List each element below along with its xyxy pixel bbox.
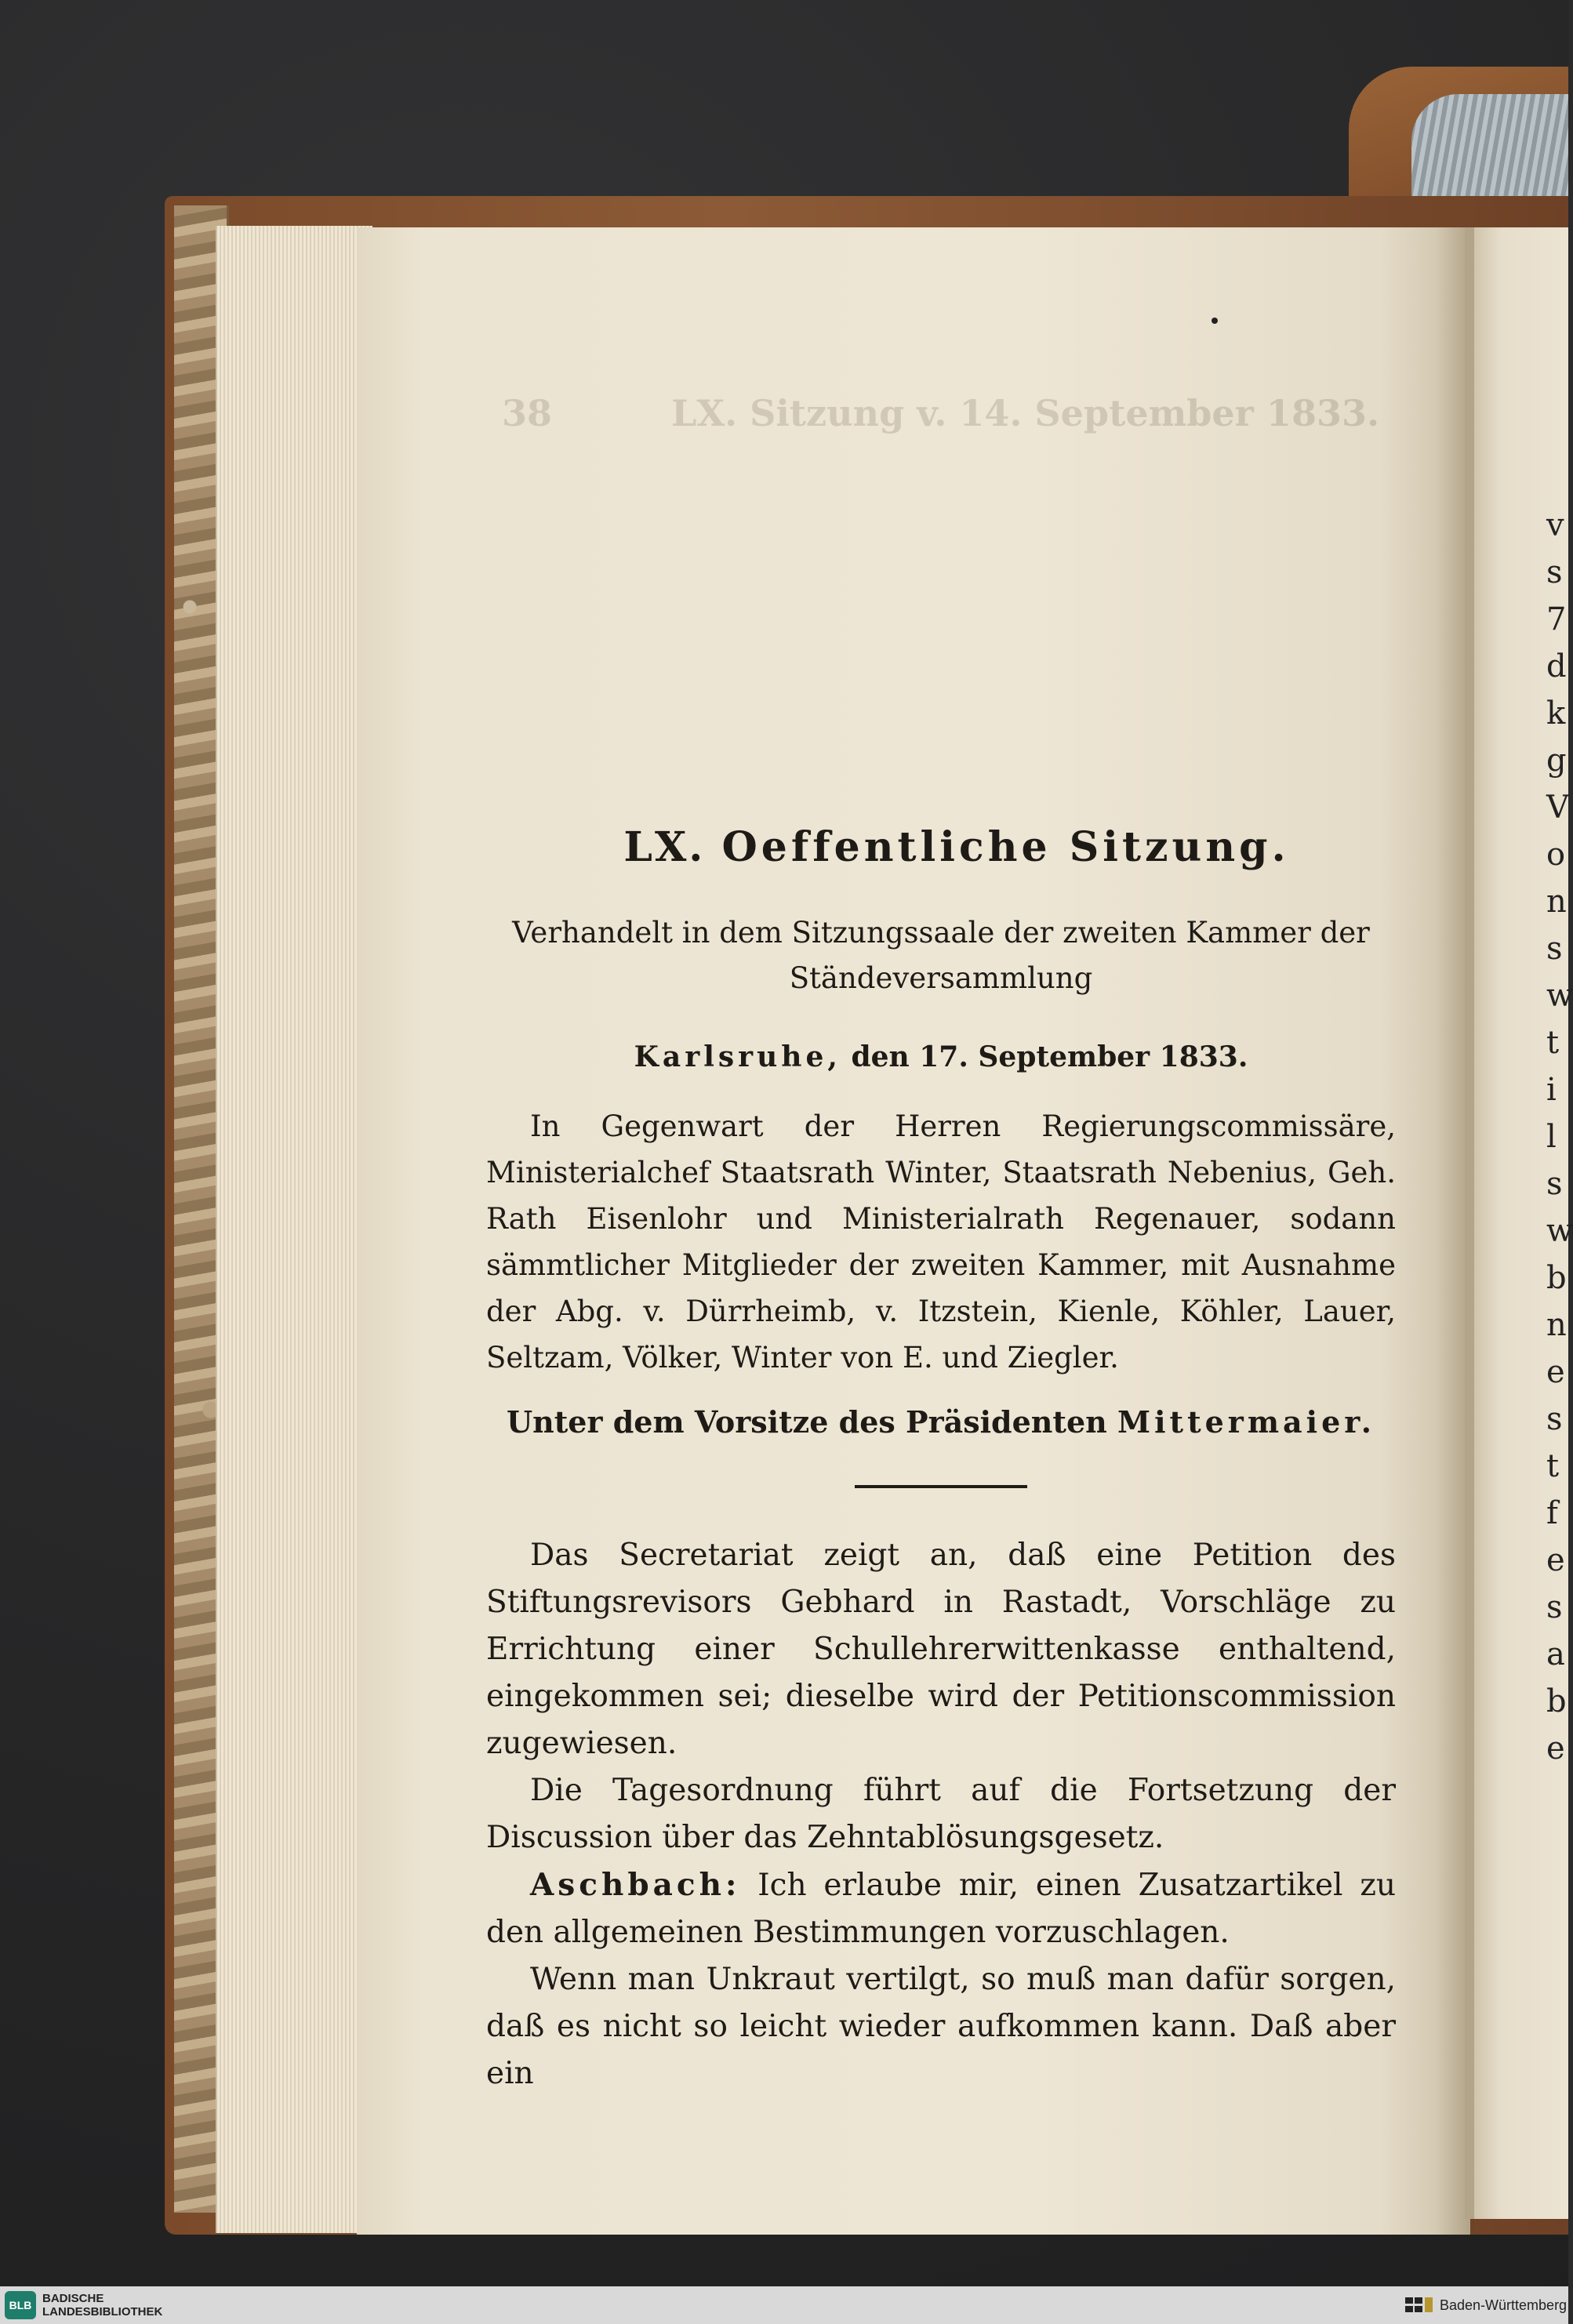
- facing-page-letter: n: [1546, 884, 1567, 920]
- facing-page-letter: b: [1546, 1683, 1567, 1719]
- ink-speck: [1212, 318, 1218, 324]
- date: den 17. September 1833.: [851, 1040, 1248, 1073]
- facing-page-letter: t: [1546, 1025, 1560, 1061]
- facing-page-letter: g: [1546, 743, 1567, 779]
- facing-page-letter: o: [1546, 837, 1566, 873]
- facing-page-letter: w: [1546, 1213, 1573, 1249]
- facing-page-letter: n: [1546, 1307, 1567, 1343]
- session-subtitle: Verhandelt in dem Sitzungssaale der zweiten Kammer der Ständeversammlung: [512, 916, 1370, 995]
- place-date: [486, 1040, 1396, 1073]
- chair-prefix: Unter dem Vorsitze des Präsidenten: [506, 1404, 1107, 1440]
- minutes-body: [486, 1532, 1396, 2097]
- session-title-text: Oeffentliche Sitzung.: [721, 823, 1290, 871]
- facing-page-letter: b: [1546, 1260, 1567, 1296]
- facing-page-letter: v: [1546, 507, 1564, 543]
- paragraph-speaker: [486, 1861, 1396, 1956]
- facing-page-letter: e: [1546, 1542, 1565, 1578]
- paragraph-last: Wenn man Unkraut vertilgt, so muß man dafür sorgen, daß es nicht so leicht wieder aufkommen kann. Daß aber ein: [486, 1962, 1396, 2091]
- bleed-through-header: [502, 392, 1427, 434]
- facing-page-letter: e: [1546, 1730, 1565, 1767]
- bleed-through-header-text: LX. Sitzung v. 14. September 1833.: [671, 392, 1379, 434]
- page-edges: [216, 226, 372, 2233]
- bleed-through-page-number: 38: [502, 392, 553, 434]
- facing-page-letter: V: [1546, 790, 1569, 826]
- session-number: LX.: [623, 823, 706, 871]
- speaker-text: Ich erlaube mir, einen Zusatzartikel zu den allgemeinen Bestimmungen vorzuschlagen.: [486, 1868, 1396, 1950]
- footer-banner: [0, 2286, 1568, 2324]
- facing-page-letter: f: [1546, 1495, 1558, 1531]
- facing-page-letter: s: [1546, 931, 1563, 967]
- speaker-name: Aschbach:: [530, 1867, 741, 1903]
- section-rule: [855, 1485, 1027, 1488]
- facing-page-letter: 7: [1546, 601, 1567, 637]
- page-gutter-shadow: [1435, 227, 1474, 2235]
- chair-line: [486, 1404, 1396, 1440]
- facing-page-letter: s: [1546, 1401, 1563, 1437]
- baden-wuerttemberg-crest-icon: [1404, 2294, 1435, 2316]
- session-title: [518, 823, 1396, 871]
- facing-page-letter: s: [1546, 1166, 1563, 1202]
- facing-page-letter: t: [1546, 1448, 1560, 1484]
- facing-page-letter: i: [1546, 1072, 1557, 1108]
- paragraph-agenda: Die Tagesordnung führt auf die Fortsetzung der Discussion über das Zehntablösungsgesetz.: [486, 1773, 1396, 1855]
- chair-name: Mittermaier.: [1117, 1404, 1376, 1440]
- facing-page-letter: l: [1546, 1119, 1557, 1155]
- facing-page-letter: s: [1546, 1589, 1563, 1625]
- paragraph-secretariat: Das Secretariat zeigt an, daß eine Petition des Stiftungsrevisors Gebhard in Rastadt, Vorschläge zu Errichtung einer Schullehrerwittenkasse enthaltend, eingekommen sei; dieselbe wird der Petitionscommission zugewiesen.: [486, 1538, 1396, 1761]
- attendance-paragraph: In Gegenwart der Herren Regierungscommissäre, Ministerialchef Staatsrath Winter, Staatsrath Nebenius, Geh. Rath Eisenlohr und Ministerialrath Regenauer, sodann sämmtlicher Mitglieder der zweiten Kammer, mit Ausnahme der Abg. v. Dürrheimb, v. Itzstein, Kienle, Köhler, Lauer, Seltzam, Völker, Winter von E. und Ziegler.: [486, 1109, 1396, 1374]
- facing-page-letter: w: [1546, 978, 1573, 1014]
- facing-page-letter: d: [1546, 648, 1567, 684]
- facing-page-letter: s: [1546, 554, 1563, 590]
- facing-page-letter: e: [1546, 1354, 1565, 1390]
- facing-page-letter: a: [1546, 1636, 1565, 1672]
- library-name: BADISCHE LANDESBIBLIOTHEK: [42, 2292, 163, 2319]
- state-name: Baden-Württemberg: [1440, 2297, 1568, 2313]
- blb-logo: BLB: [5, 2291, 36, 2319]
- place: Karlsruhe,: [634, 1040, 841, 1073]
- facing-page-text: [1546, 502, 1573, 2070]
- page-text-block: [486, 823, 1396, 2097]
- facing-page-letter: k: [1546, 695, 1566, 732]
